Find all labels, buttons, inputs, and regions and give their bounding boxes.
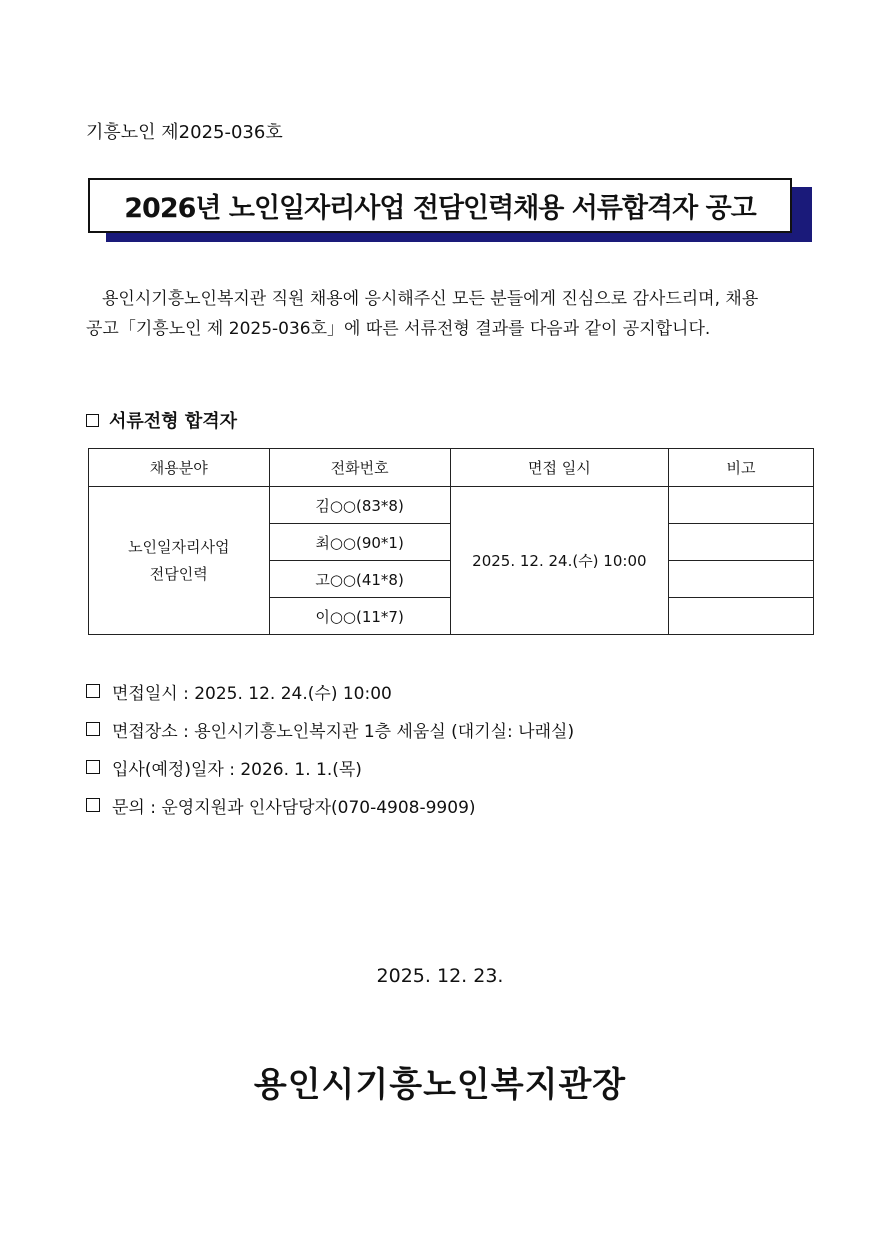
interview-datetime-cell: 2025. 12. 24.(수) 10:00 (450, 487, 668, 635)
square-bullet-icon (86, 414, 99, 427)
details-list (86, 672, 574, 824)
note-cell (669, 561, 814, 598)
detail-item (86, 710, 574, 748)
intro-paragraph (86, 284, 818, 344)
signer: 용인시기흥노인복지관장 (253, 1065, 627, 1105)
document-number: 기흥노인 제2025-036호 (86, 122, 283, 143)
detail-item (86, 672, 574, 710)
applicant-cell: 최○○(90*1) (269, 524, 450, 561)
note-cell (669, 598, 814, 635)
page-title: 2026년 노인일자리사업 전담인력채용 서류합격자 공고 (88, 178, 792, 233)
square-bullet-icon (86, 722, 100, 736)
detail-text: 면접일시 : 2025. 12. 24.(수) 10:00 (112, 683, 392, 704)
applicant-cell: 이○○(11*7) (269, 598, 450, 635)
square-bullet-icon (86, 760, 100, 774)
detail-text: 문의 : 운영지원과 인사담당자(070-4908-9909) (112, 797, 476, 818)
detail-item (86, 748, 574, 786)
header-interview: 면접 일시 (450, 449, 668, 487)
results-table (88, 448, 814, 635)
section-heading-text: 서류전형 합격자 (109, 411, 237, 432)
field-cell (89, 487, 270, 635)
header-note: 비고 (669, 449, 814, 487)
header-field: 채용분야 (89, 449, 270, 487)
field-line-2: 전담인력 (149, 564, 208, 583)
intro-line-1: 용인시기흥노인복지관 직원 채용에 응시해주신 모든 분들에게 진심으로 감사드리며, 채용 (102, 289, 759, 309)
applicant-cell: 고○○(41*8) (269, 561, 450, 598)
issue-date: 2025. 12. 23. (376, 965, 504, 987)
title-banner (88, 178, 812, 242)
detail-text: 면접장소 : 용인시기흥노인복지관 1층 세움실 (대기실: 나래실) (112, 721, 575, 742)
note-cell (669, 524, 814, 561)
square-bullet-icon (86, 798, 100, 812)
table-row (89, 487, 814, 524)
table-header-row (89, 449, 814, 487)
applicant-cell: 김○○(83*8) (269, 487, 450, 524)
note-cell (669, 487, 814, 524)
section-heading (86, 407, 237, 433)
intro-line-2: 공고「기흥노인 제 2025-036호」에 따른 서류전형 결과를 다음과 같이 공지합니다. (86, 319, 711, 339)
square-bullet-icon (86, 684, 100, 698)
detail-item (86, 786, 574, 824)
header-phone: 전화번호 (269, 449, 450, 487)
field-line-1: 노인일자리사업 (128, 537, 230, 556)
detail-text: 입사(예정)일자 : 2026. 1. 1.(목) (112, 759, 362, 780)
